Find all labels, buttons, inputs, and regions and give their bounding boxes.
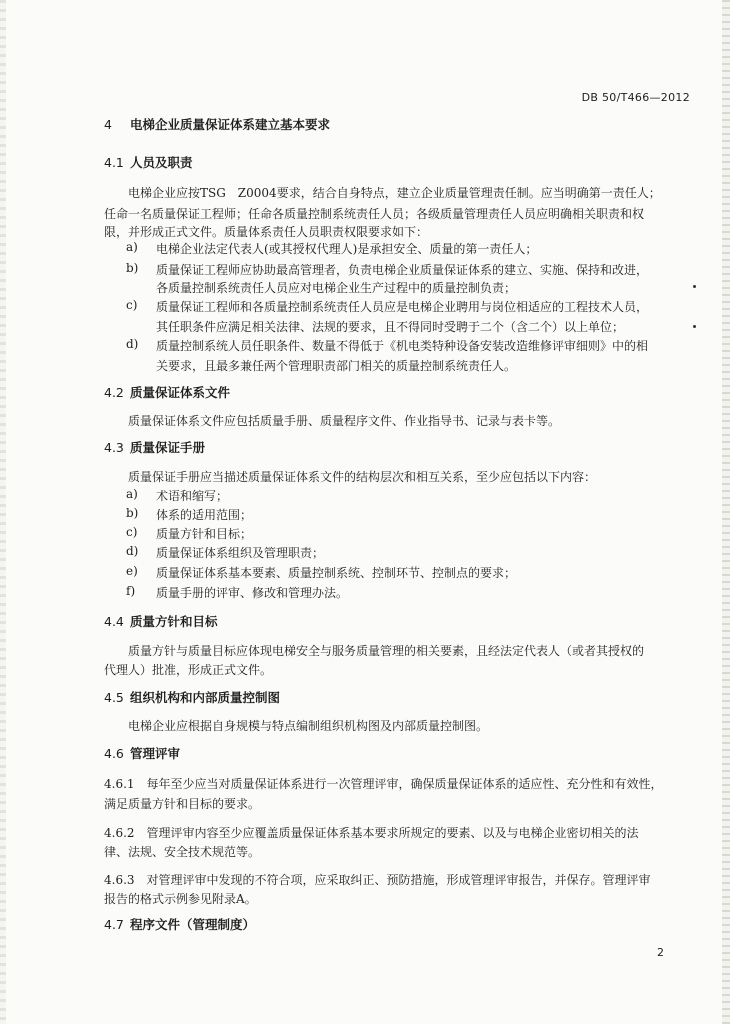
paragraph-line: 报告的格式示例参见附录A。 (104, 892, 257, 906)
list-item-continuation: 各质量控制系统责任人员应对电梯企业生产过程中的质量控制负责； (156, 281, 517, 295)
section-title: 电梯企业质量保证体系建立基本要求 (130, 117, 331, 132)
paragraph-line: 代理人）批准，形成正式文件。 (104, 663, 273, 677)
section-number: 4.5 (104, 690, 124, 705)
page-number: 2 (657, 946, 664, 959)
list-item (126, 240, 686, 256)
list-item-text: 质量保证体系基本要素、质量控制系统、控制环节、控制点的要求； (156, 566, 517, 580)
list-marker: e) (126, 564, 138, 578)
paragraph-line: 电梯企业应根据自身规模与特点编制组织机构图及内部质量控制图。 (128, 719, 489, 733)
paragraph-line: 4.6.2 管理评审内容至少应覆盖质量保证体系基本要求所规定的要素、以及与电梯企业密切相关的法 (104, 826, 639, 840)
section-title: 人员及职责 (130, 155, 193, 170)
list-item-text: 质量保证体系组织及管理职责； (156, 546, 325, 560)
list-marker: d) (126, 544, 139, 558)
section-title: 质量方针和目标 (130, 614, 218, 629)
section-4-1-heading (104, 153, 193, 171)
list-marker: c) (126, 298, 138, 312)
section-title: 程序文件（管理制度） (130, 917, 256, 932)
list-item (126, 298, 686, 314)
paragraph-line: 任命一名质量保证工程师；任命各质量控制系统责任人员；各级质量管理责任人员应明确相关职责和权 (104, 207, 645, 221)
list-item-text: 质量方针和目标； (156, 527, 253, 541)
section-number: 4.4 (104, 614, 124, 629)
list-item (126, 544, 686, 560)
section-title: 质量保证手册 (130, 440, 206, 455)
list-marker: a) (126, 487, 138, 501)
list-marker: a) (126, 240, 138, 254)
list-marker: d) (126, 337, 139, 351)
list-item-text: 质量控制系统人员任职条件、数量不得低于《机电类特种设备安装改造维修评审细则》中的相 (156, 339, 649, 353)
section-4-5-heading (104, 688, 280, 706)
section-number: 4.1 (104, 155, 124, 170)
list-item (126, 564, 686, 580)
section-title: 管理评审 (130, 746, 181, 761)
paragraph-line: 限，并形成正式文件。质量体系责任人员职责权限要求如下： (104, 225, 429, 239)
list-marker: f) (126, 584, 136, 598)
section-4-7-heading (104, 915, 255, 933)
list-item-text: 质量保证工程师和各质量控制系统责任人员应是电梯企业聘用与岗位相适应的工程技术人员， (156, 300, 649, 314)
list-marker: c) (126, 525, 138, 539)
paragraph-line: 质量方针与质量目标应体现电梯安全与服务质量管理的相关要素，且经法定代表人（或者其授权的 (128, 644, 645, 658)
paragraph-line: 满足质量方针和目标的要求。 (104, 797, 261, 811)
section-4-6-heading (104, 744, 180, 762)
list-item-text: 体系的适用范围； (156, 508, 253, 522)
paragraph-line: 4.6.1 每年至少应当对质量保证体系进行一次管理评审，确保质量保证体系的适应性、充分性和有效性， (104, 777, 663, 791)
scan-speck (693, 285, 696, 288)
paragraph-line: 电梯企业应按TSG Z0004要求，结合自身特点，建立企业质量管理责任制。应当明确第一责任人； (128, 186, 661, 200)
section-4-2-heading (104, 383, 230, 401)
list-item-text: 术语和缩写； (156, 489, 229, 503)
paragraph-line: 律、法规、安全技术规范等。 (104, 845, 261, 859)
section-title: 组织机构和内部质量控制图 (130, 690, 281, 705)
list-item-text: 质量手册的评审、修改和管理办法。 (156, 586, 349, 600)
list-item-continuation: 其任职条件应满足相关法律、法规的要求，且不得同时受聘于二个（含二个）以上单位； (156, 320, 625, 334)
standard-code: DB 50/T466—2012 (581, 91, 690, 104)
list-marker: b) (126, 506, 139, 520)
list-item (126, 506, 686, 522)
paragraph-line: 质量保证手册应当描述质量保证体系文件的结构层次和相互关系，至少应包括以下内容： (128, 470, 597, 484)
list-item (126, 584, 686, 600)
list-item (126, 487, 686, 503)
section-number: 4.7 (104, 917, 124, 932)
paragraph-line: 质量保证体系文件应包括质量手册、质量程序文件、作业指导书、记录与表卡等。 (128, 414, 561, 428)
section-4-4-heading (104, 612, 218, 630)
section-4-heading (104, 115, 330, 133)
section-number: 4.3 (104, 440, 124, 455)
paragraph-line: 4.6.3 对管理评审中发现的不符合项，应采取纠正、预防措施，形成管理评审报告，并保存。管理评审 (104, 873, 651, 887)
list-item-continuation: 关要求，且最多兼任两个管理职责部门相关的质量控制系统责任人。 (156, 359, 517, 373)
list-item-text: 质量保证工程师应协助最高管理者，负责电梯企业质量保证体系的建立、实施、保持和改进， (156, 263, 649, 277)
list-item (126, 261, 686, 277)
section-number: 4.2 (104, 385, 124, 400)
list-item-text: 电梯企业法定代表人(或其授权代理人)是承担安全、质量的第一责任人； (156, 242, 538, 256)
list-marker: b) (126, 261, 139, 275)
section-number: 4.6 (104, 746, 124, 761)
list-item (126, 337, 686, 353)
section-title: 质量保证体系文件 (130, 385, 231, 400)
list-item (126, 525, 686, 541)
section-4-3-heading (104, 438, 205, 456)
scan-speck (693, 325, 696, 328)
section-number: 4 (104, 117, 112, 132)
